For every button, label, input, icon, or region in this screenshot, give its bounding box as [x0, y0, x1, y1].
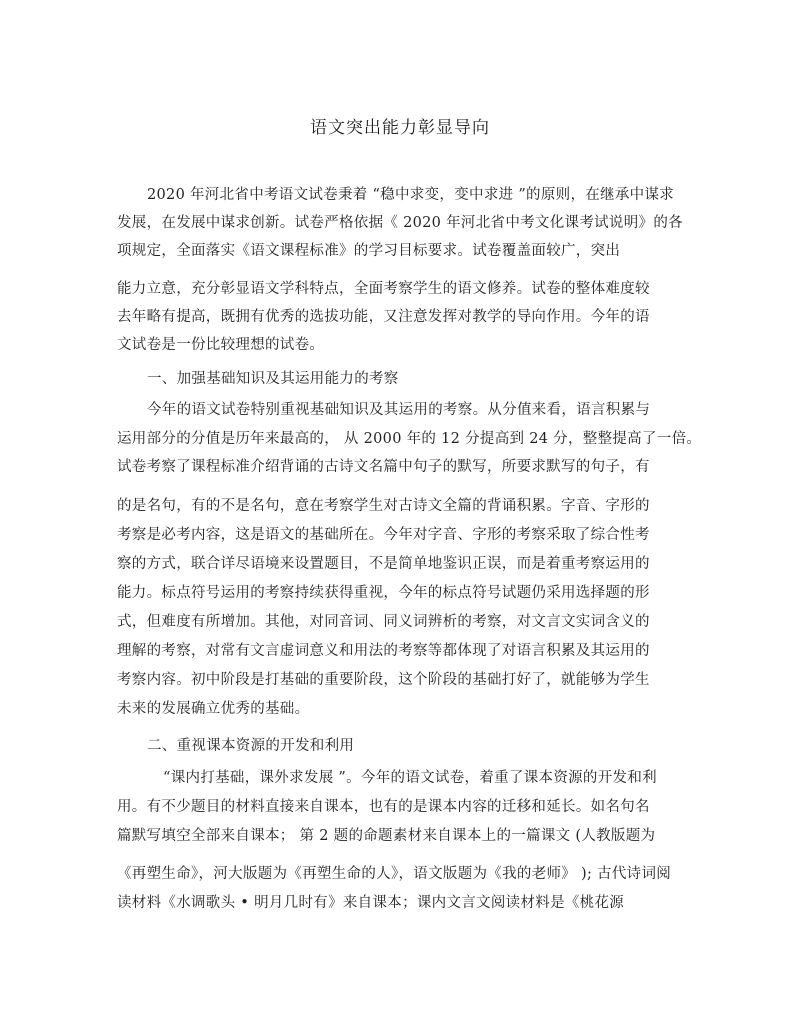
- paragraph-line: “课内打基础，课外求发展 ”。今年的语文试卷，着重了课本资源的开发和利: [163, 770, 657, 786]
- paragraph-line: 去年略有提高，既拥有优秀的选拔功能，又注意发挥对教学的导向作用。今年的语: [117, 309, 650, 325]
- document-title: 语文突出能力彰显导向: [310, 118, 490, 138]
- paragraph-line: 能力。标点符号运用的考察持续获得重视，今年的标点符号试题仍采用选择题的形: [117, 585, 650, 601]
- paragraph-line: 篇默写填空全部来自课本； 第 2 题的命题素材来自课本上的一篇课文 (人教版题为: [117, 828, 656, 844]
- paragraph-line: 《再塑生命》，河大版题为《再塑生命的人》，语文版题为《我的老师》 ); 古代诗词阅: [117, 866, 672, 882]
- paragraph-line: 文试卷是一份比较理想的试卷。: [117, 337, 325, 353]
- paragraph-line: 式，但难度有所增加。其他，对同音词、同义词辨析的考察，对文言文实词含义的: [117, 614, 650, 630]
- paragraph-line: 今年的语文试卷特别重视基础知识及其运用的考察。从分值来看，语言积累与: [147, 402, 651, 418]
- paragraph-line: 试卷考察了课程标准介绍背诵的古诗文名篇中句子的默写，所要求默写的句子，有: [117, 459, 650, 475]
- paragraph-line: 未来的发展确立优秀的基础。: [117, 701, 310, 717]
- paragraph-line: 考察是必考内容，这是语文的基础所在。今年对字音、字形的考察采取了综合性考: [117, 527, 650, 543]
- paragraph-line: 运用部分的分值是历年来最高的， 从 2000 年的 12 分提高到 24 分，整整提高了一倍。: [117, 431, 702, 447]
- paragraph-line: 发展，在发展中谋求创新。试卷严格依据《 2020 年河北省中考文化课考试说明》的各: [117, 215, 683, 231]
- paragraph-line: 2020 年河北省中考语文试卷秉着 “稳中求变，变中求进 ”的原则，在继承中谋求: [147, 187, 675, 203]
- paragraph-line: 读材料《水调歌头 • 明月几时有》来自课本；课内文言文阅读材料是《桃花源: [117, 895, 625, 911]
- paragraph-line: 的是名句，有的不是名句，意在考察学生对古诗文全篇的背诵积累。字音、字形的: [117, 498, 650, 514]
- paragraph-line: 理解的考察，对常有文言虚词意义和用法的考察等都体现了对语言积累及其运用的: [117, 643, 650, 659]
- section-heading: 二、重视课本资源的开发和利用: [147, 738, 355, 754]
- paragraph-line: 考察内容。初中阶段是打基础的重要阶段，这个阶段的基础打好了，就能够为学生: [117, 672, 650, 688]
- paragraph-line: 能力立意，充分彰显语文学科特点，全面考察学生的语文修养。试卷的整体难度较: [117, 281, 650, 297]
- section-heading: 一、加强基础知识及其运用能力的考察: [147, 371, 399, 387]
- paragraph-line: 察的方式，联合详尽语境来设置题目，不是简单地鉴识正误，而是着重考察运用的: [117, 556, 650, 572]
- paragraph-line: 用。有不少题目的材料直接来自课本，也有的是课本内容的迁移和延长。如名句名: [117, 799, 650, 815]
- paragraph-line: 项规定，全面落实《语文课程标准》的学习目标要求。试卷覆盖面较广，突出: [117, 243, 621, 259]
